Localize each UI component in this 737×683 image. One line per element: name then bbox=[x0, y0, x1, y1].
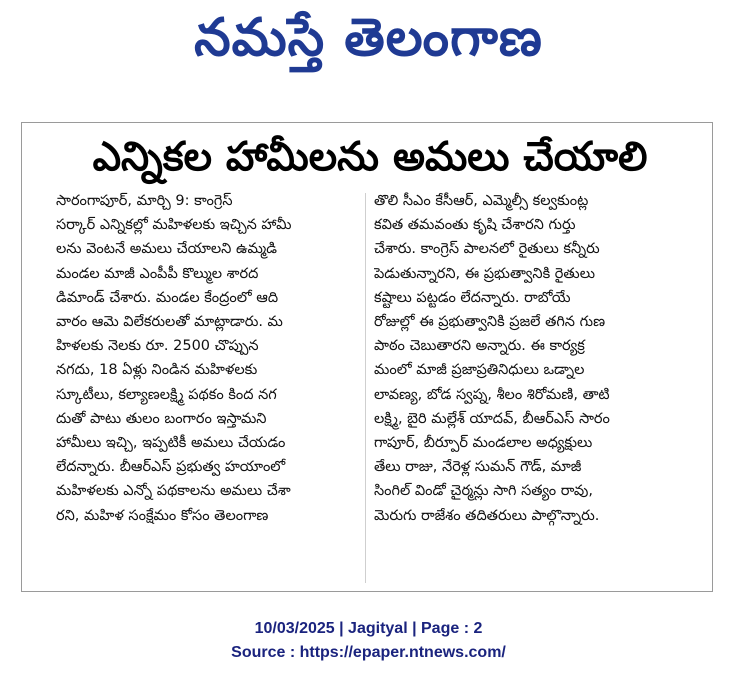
footer-source-line: Source : https://epaper.ntnews.com/ bbox=[231, 644, 506, 661]
footer-date-line: 10/03/2025 | Jagityal | Page : 2 bbox=[254, 620, 483, 637]
masthead bbox=[0, 0, 737, 78]
article-line: స్కూటీలు, కల్యాణలక్ష్మి పథకం కింద నగ bbox=[56, 386, 277, 403]
article-line: దుతో పాటు తులం బంగారం ఇస్తామని bbox=[56, 410, 267, 427]
article-line: తొలి సీఎం కేసీఆర్, ఎమ్మెల్సీ కల్వకుంట్ల bbox=[374, 193, 589, 209]
clipping-border-top bbox=[21, 122, 713, 123]
article-line: పాఠం చెబుతారని అన్నారు. ఈ కార్యక్ర bbox=[374, 338, 585, 355]
article-line: మంలో మాజీ ప్రజాప్రతినిధులు ఒడ్నాల bbox=[374, 362, 585, 379]
article-line: నగదు, 18 ఏళ్లు నిండిన మహిళలకు bbox=[56, 362, 258, 379]
article-line: డిమాండ్ చేశారు. మండల కేంద్రంలో ఆది bbox=[56, 289, 279, 306]
article-line: సర్కార్ ఎన్నికల్లో మహిళలకు ఇచ్చిన హామీ bbox=[56, 217, 292, 234]
article-line: హిళలకు నెలకు రూ. 2500 చొప్పున bbox=[56, 338, 259, 355]
article-line: గాపూర్, బీర్పూర్ మండలాల అధ్యక్షులు bbox=[374, 435, 593, 452]
clipping-border-bottom bbox=[21, 591, 713, 592]
clipping-border-right bbox=[712, 122, 713, 592]
article-line: వారం ఆమె విలేకరులతో మాట్లాడారు. మ bbox=[56, 314, 283, 331]
article-line: మెరుగు రాజేశం తదితరులు పాల్గొన్నారు. bbox=[374, 507, 600, 524]
article-line: మహిళలకు ఎన్నో పథకాలను అమలు చేశా bbox=[56, 483, 291, 500]
column-divider bbox=[365, 193, 366, 583]
article-column-left bbox=[56, 189, 356, 528]
article-line: రోజుల్లో ఈ ప్రభుత్వానికి ప్రజలే తగిన గుణ bbox=[374, 314, 606, 331]
article-line: లేదన్నారు. బీఆర్ఎస్ ప్రభుత్వ హయాంలో bbox=[56, 459, 286, 476]
article-line: సారంగాపూర్, మార్చి 9: కాంగ్రెస్ bbox=[56, 193, 233, 209]
article-line: పెడుతున్నారని, ఈ ప్రభుత్వానికి రైతులు bbox=[374, 265, 595, 282]
article-column-right bbox=[374, 189, 674, 528]
article-line: చేశారు. కాంగ్రెస్ పాలనలో రైతులు కన్నీరు bbox=[374, 241, 600, 258]
article-line: లక్ష్మి, బైరి మల్లేశ్ యాదవ్, బీఆర్ఎస్ సారం bbox=[374, 410, 610, 427]
article-line: కష్టాలు పట్టడం లేదన్నారు. రాబోయే bbox=[374, 289, 571, 306]
article-line: మండల మాజీ ఎంపీపీ కొల్ముల శారద bbox=[56, 265, 259, 282]
article-line: కవిత తమవంతు కృషి చేశారని గుర్తు bbox=[374, 217, 576, 234]
article-line: తేలు రాజు, నేరెళ్ల సుమన్ గౌడ్, మాజీ bbox=[374, 459, 582, 476]
article-line: హామీలు ఇచ్చి, ఇప్పటికీ అమలు చేయడం bbox=[56, 435, 286, 452]
clipping-border-left bbox=[21, 122, 22, 592]
article-headline: ఎన్నికల హామీలను అమలు చేయాలి bbox=[92, 134, 648, 180]
article-line: రని, మహిళ సంక్షేమం కోసం తెలంగాణ bbox=[56, 507, 269, 524]
article-body bbox=[56, 189, 682, 584]
article-line: లను వెంటనే అమలు చేయాలని ఉమ్మడి bbox=[56, 241, 278, 258]
masthead-logo: నమస్తే తెలంగాణ bbox=[194, 8, 543, 68]
article-line: లావణ్య, బోడ స్వప్న, శీలం శిరోమణి, తాటి bbox=[374, 386, 610, 403]
article-line: సింగిల్ విండో చైర్మన్లు సాగి సత్యం రావు, bbox=[374, 483, 593, 500]
